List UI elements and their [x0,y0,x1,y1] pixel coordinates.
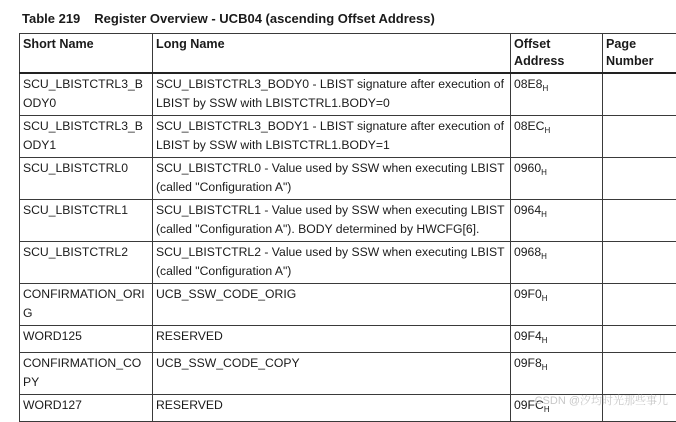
short-name-cell: SCU_LBISTCTRL3_BODY0 [20,73,153,116]
long-name-cell: SCU_LBISTCTRL2 - Value used by SSW when executing LBIST (called "Configuration A") [153,242,511,284]
long-name-cell: UCB_SSW_CODE_COPY [153,353,511,395]
offset-value: 09F0 [514,287,542,301]
offset-hex-suffix: H [542,363,548,372]
short-name-cell: SCU_LBISTCTRL0 [20,158,153,200]
offset-hex-suffix: H [541,210,547,219]
offset-address-cell [511,353,603,395]
short-name-cell: CONFIRMATION_ORIG [20,284,153,326]
page-number-cell [603,353,676,395]
header-short-name: Short Name [20,34,153,74]
offset-value: 0960 [514,161,541,175]
offset-hex-suffix: H [542,84,548,93]
short-name-cell: WORD125 [20,326,153,353]
offset-value: 0964 [514,203,541,217]
short-name-cell: SCU_LBISTCTRL2 [20,242,153,284]
page-number-cell [603,73,676,116]
offset-address-cell [511,200,603,242]
page-number-cell [603,158,676,200]
offset-value: 08E8 [514,77,542,91]
offset-value: 09FC [514,398,544,412]
long-name-cell: UCB_SSW_CODE_ORIG [153,284,511,326]
short-name-cell: CONFIRMATION_COPY [20,353,153,395]
table-body [20,73,676,422]
offset-hex-suffix: H [541,168,547,177]
offset-hex-suffix: H [542,294,548,303]
table-title: Register Overview - UCB04 (ascending Offset Address) [94,11,435,26]
long-name-cell: RESERVED [153,326,511,353]
offset-address-cell [511,116,603,158]
offset-address-cell [511,242,603,284]
header-long-name: Long Name [153,34,511,74]
table-row [20,353,676,395]
offset-hex-suffix: H [541,252,547,261]
offset-hex-suffix: H [545,126,551,135]
long-name-cell: SCU_LBISTCTRL1 - Value used by SSW when executing LBIST (called "Configuration A"). BODY determined by HWCFG[6]. [153,200,511,242]
offset-address-cell [511,158,603,200]
offset-address-cell [511,284,603,326]
offset-address-cell [511,326,603,353]
long-name-cell: SCU_LBISTCTRL3_BODY1 - LBIST signature after execution of LBIST by SSW with LBISTCTRL1.BODY=1 [153,116,511,158]
watermark: CSDN @汐均时光那些事儿 [535,392,668,408]
page-number-cell [603,116,676,158]
table-row [20,326,676,353]
header-offset-address: Offset Address [511,34,603,74]
table-row [20,158,676,200]
table-row [20,242,676,284]
offset-hex-suffix: H [542,336,548,345]
header-row [20,34,676,74]
table-row [20,284,676,326]
short-name-cell: WORD127 [20,395,153,422]
page-number-cell [603,200,676,242]
table-caption [22,11,435,26]
offset-value: 09F4 [514,329,542,343]
offset-address-cell [511,73,603,116]
table-row [20,73,676,116]
short-name-cell: SCU_LBISTCTRL1 [20,200,153,242]
offset-value: 0968 [514,245,541,259]
table-number: Table 219 [22,11,80,26]
page-number-cell [603,242,676,284]
page-number-cell [603,326,676,353]
table-row [20,116,676,158]
offset-hex-suffix: H [544,405,550,414]
table-row [20,200,676,242]
header-page-number: Page Number [603,34,676,74]
long-name-cell: SCU_LBISTCTRL3_BODY0 - LBIST signature after execution of LBIST by SSW with LBISTCTRL1.BODY=0 [153,73,511,116]
long-name-cell: SCU_LBISTCTRL0 - Value used by SSW when executing LBIST (called "Configuration A") [153,158,511,200]
offset-value: 08EC [514,119,545,133]
offset-value: 09F8 [514,356,542,370]
long-name-cell: RESERVED [153,395,511,422]
page-number-cell [603,284,676,326]
short-name-cell: SCU_LBISTCTRL3_BODY1 [20,116,153,158]
register-overview-table [19,33,676,422]
